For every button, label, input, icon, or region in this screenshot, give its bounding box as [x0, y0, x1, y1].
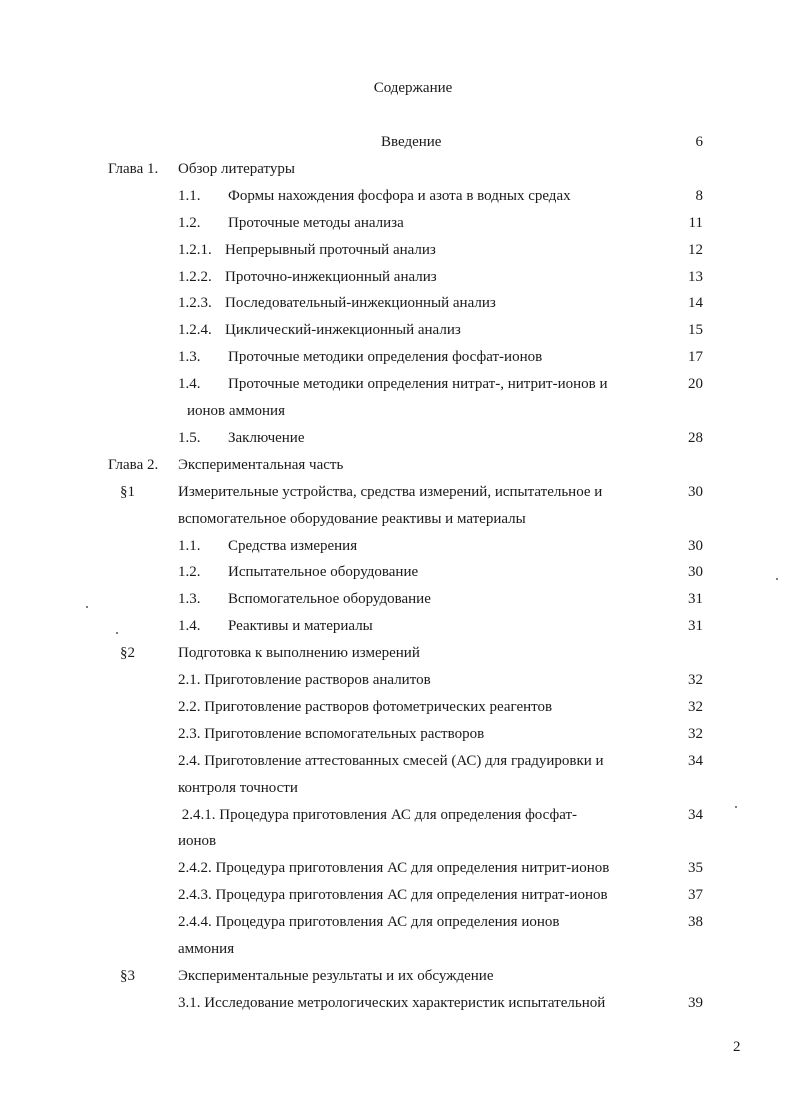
toc-entry-page: 12 — [688, 242, 703, 258]
toc-entry-title: 2.4.3. Процедура приготовления АС для определения нитрат-ионов — [178, 887, 608, 903]
toc-entry-label: Глава 1. — [108, 161, 159, 177]
toc-entry-title: Проточные методы анализа — [228, 215, 404, 231]
scan-speck — [116, 632, 118, 634]
toc-entry-page: 37 — [688, 887, 703, 903]
toc-entry-number: 1.3. — [178, 349, 201, 365]
toc-entry-number: 1.4. — [178, 618, 201, 634]
toc-entry-title: Проточные методики определения нитрат-, нитрит-ионов и — [228, 376, 608, 392]
toc-entry-title: Измерительные устройства, средства измерений, испытательное и — [178, 484, 603, 500]
toc-entry-title-continuation: аммония — [178, 941, 235, 957]
toc-entry-page: 6 — [695, 134, 703, 150]
toc-entry-title: Экспериментальная часть — [178, 457, 344, 473]
toc-entry-title-continuation: ионов — [178, 833, 217, 849]
toc-entry-number: 1.1. — [178, 538, 201, 554]
toc-entry-page: 39 — [688, 995, 703, 1011]
toc-entry-page: 28 — [688, 430, 703, 446]
toc-entry-title: 2.4.1. Процедура приготовления АС для определения фосфат- — [178, 807, 578, 823]
toc-entry-page: 30 — [688, 538, 703, 554]
toc-entry-page: 30 — [688, 484, 703, 500]
toc-entry-page: 38 — [688, 914, 703, 930]
toc-entry-title: Проточные методики определения фосфат-ионов — [228, 349, 543, 365]
toc-entry-label: §3 — [120, 968, 135, 984]
toc-entry-number: 1.2.1. — [178, 242, 212, 258]
toc-entry-page: 32 — [688, 699, 703, 715]
toc-entry-number: 1.1. — [178, 188, 201, 204]
toc-entry-page: 15 — [688, 322, 703, 338]
toc-entry-number: 1.2. — [178, 215, 201, 231]
toc-entry-title: Формы нахождения фосфора и азота в водных средах — [228, 188, 571, 204]
toc-entry-title: Обзор литературы — [178, 161, 295, 177]
toc-entry-page: 17 — [688, 349, 703, 365]
toc-entry-title: 2.4.4. Процедура приготовления АС для определения ионов — [178, 914, 560, 930]
toc-entry-number: 1.2.3. — [178, 295, 212, 311]
toc-entry-title: Заключение — [228, 430, 305, 446]
toc-entry-page: 34 — [688, 807, 703, 823]
toc-entry-number: 1.2.4. — [178, 322, 212, 338]
toc-entry-number: 1.2.2. — [178, 269, 212, 285]
toc-entry-title: Средства измерения — [228, 538, 358, 554]
toc-entry-page: 31 — [688, 591, 703, 607]
toc-entry-title: Реактивы и материалы — [228, 618, 373, 634]
toc-entry-title-continuation: ионов аммония — [187, 403, 285, 419]
toc-entry-title: Подготовка к выполнению измерений — [178, 645, 420, 661]
toc-entry-page: 31 — [688, 618, 703, 634]
toc-entry-page: 32 — [688, 726, 703, 742]
scan-speck — [776, 578, 778, 580]
toc-entry-title: 2.1. Приготовление растворов аналитов — [178, 672, 431, 688]
toc-entry-title: Проточно-инжекционный анализ — [225, 269, 437, 285]
toc-entry-title: 2.4. Приготовление аттестованных смесей (АС) для градуировки и — [178, 753, 604, 769]
toc-entry-page: 13 — [688, 269, 703, 285]
scan-speck — [86, 606, 88, 608]
toc-entry-title: 3.1. Исследование метрологических характеристик испытательной — [178, 995, 606, 1011]
toc-entry-number: 1.3. — [178, 591, 201, 607]
scan-speck — [735, 806, 737, 808]
toc-entry-title: Введение — [381, 134, 442, 150]
toc-entry-title-continuation: вспомогательное оборудование реактивы и материалы — [178, 511, 526, 527]
toc-entry-page: 34 — [688, 753, 703, 769]
page-number: 2 — [733, 1039, 741, 1055]
toc-entry-title: 2.4.2. Процедура приготовления АС для определения нитрит-ионов — [178, 860, 610, 876]
toc-entry-title: 2.2. Приготовление растворов фотометрических реагентов — [178, 699, 553, 715]
toc-entry-label: §2 — [120, 645, 135, 661]
toc-entry-title: Непрерывный проточный анализ — [225, 242, 436, 258]
toc-entry-label: Глава 2. — [108, 457, 159, 473]
toc-entry-title: Циклический-инжекционный анализ — [225, 322, 461, 338]
toc-entry-page: 11 — [688, 215, 703, 231]
toc-entry-page: 14 — [688, 295, 703, 311]
toc-entry-title: Экспериментальные результаты и их обсуждение — [178, 968, 494, 984]
toc-entry-page: 35 — [688, 860, 703, 876]
toc-entry-page: 20 — [688, 376, 703, 392]
toc-entry-title: 2.3. Приготовление вспомогательных растворов — [178, 726, 485, 742]
toc-entry-label: §1 — [120, 484, 135, 500]
toc-entry-number: 1.4. — [178, 376, 201, 392]
toc-entry-number: 1.5. — [178, 430, 201, 446]
toc-entry-title: Испытательное оборудование — [228, 564, 419, 580]
toc-heading: Содержание — [373, 80, 453, 96]
toc-entry-page: 32 — [688, 672, 703, 688]
toc-entry-title: Последовательный-инжекционный анализ — [225, 295, 496, 311]
toc-entry-page: 30 — [688, 564, 703, 580]
toc-entry-number: 1.2. — [178, 564, 201, 580]
toc-entry-page: 8 — [695, 188, 703, 204]
toc-entry-title-continuation: контроля точности — [178, 780, 298, 796]
toc-entry-title: Вспомогательное оборудование — [228, 591, 431, 607]
